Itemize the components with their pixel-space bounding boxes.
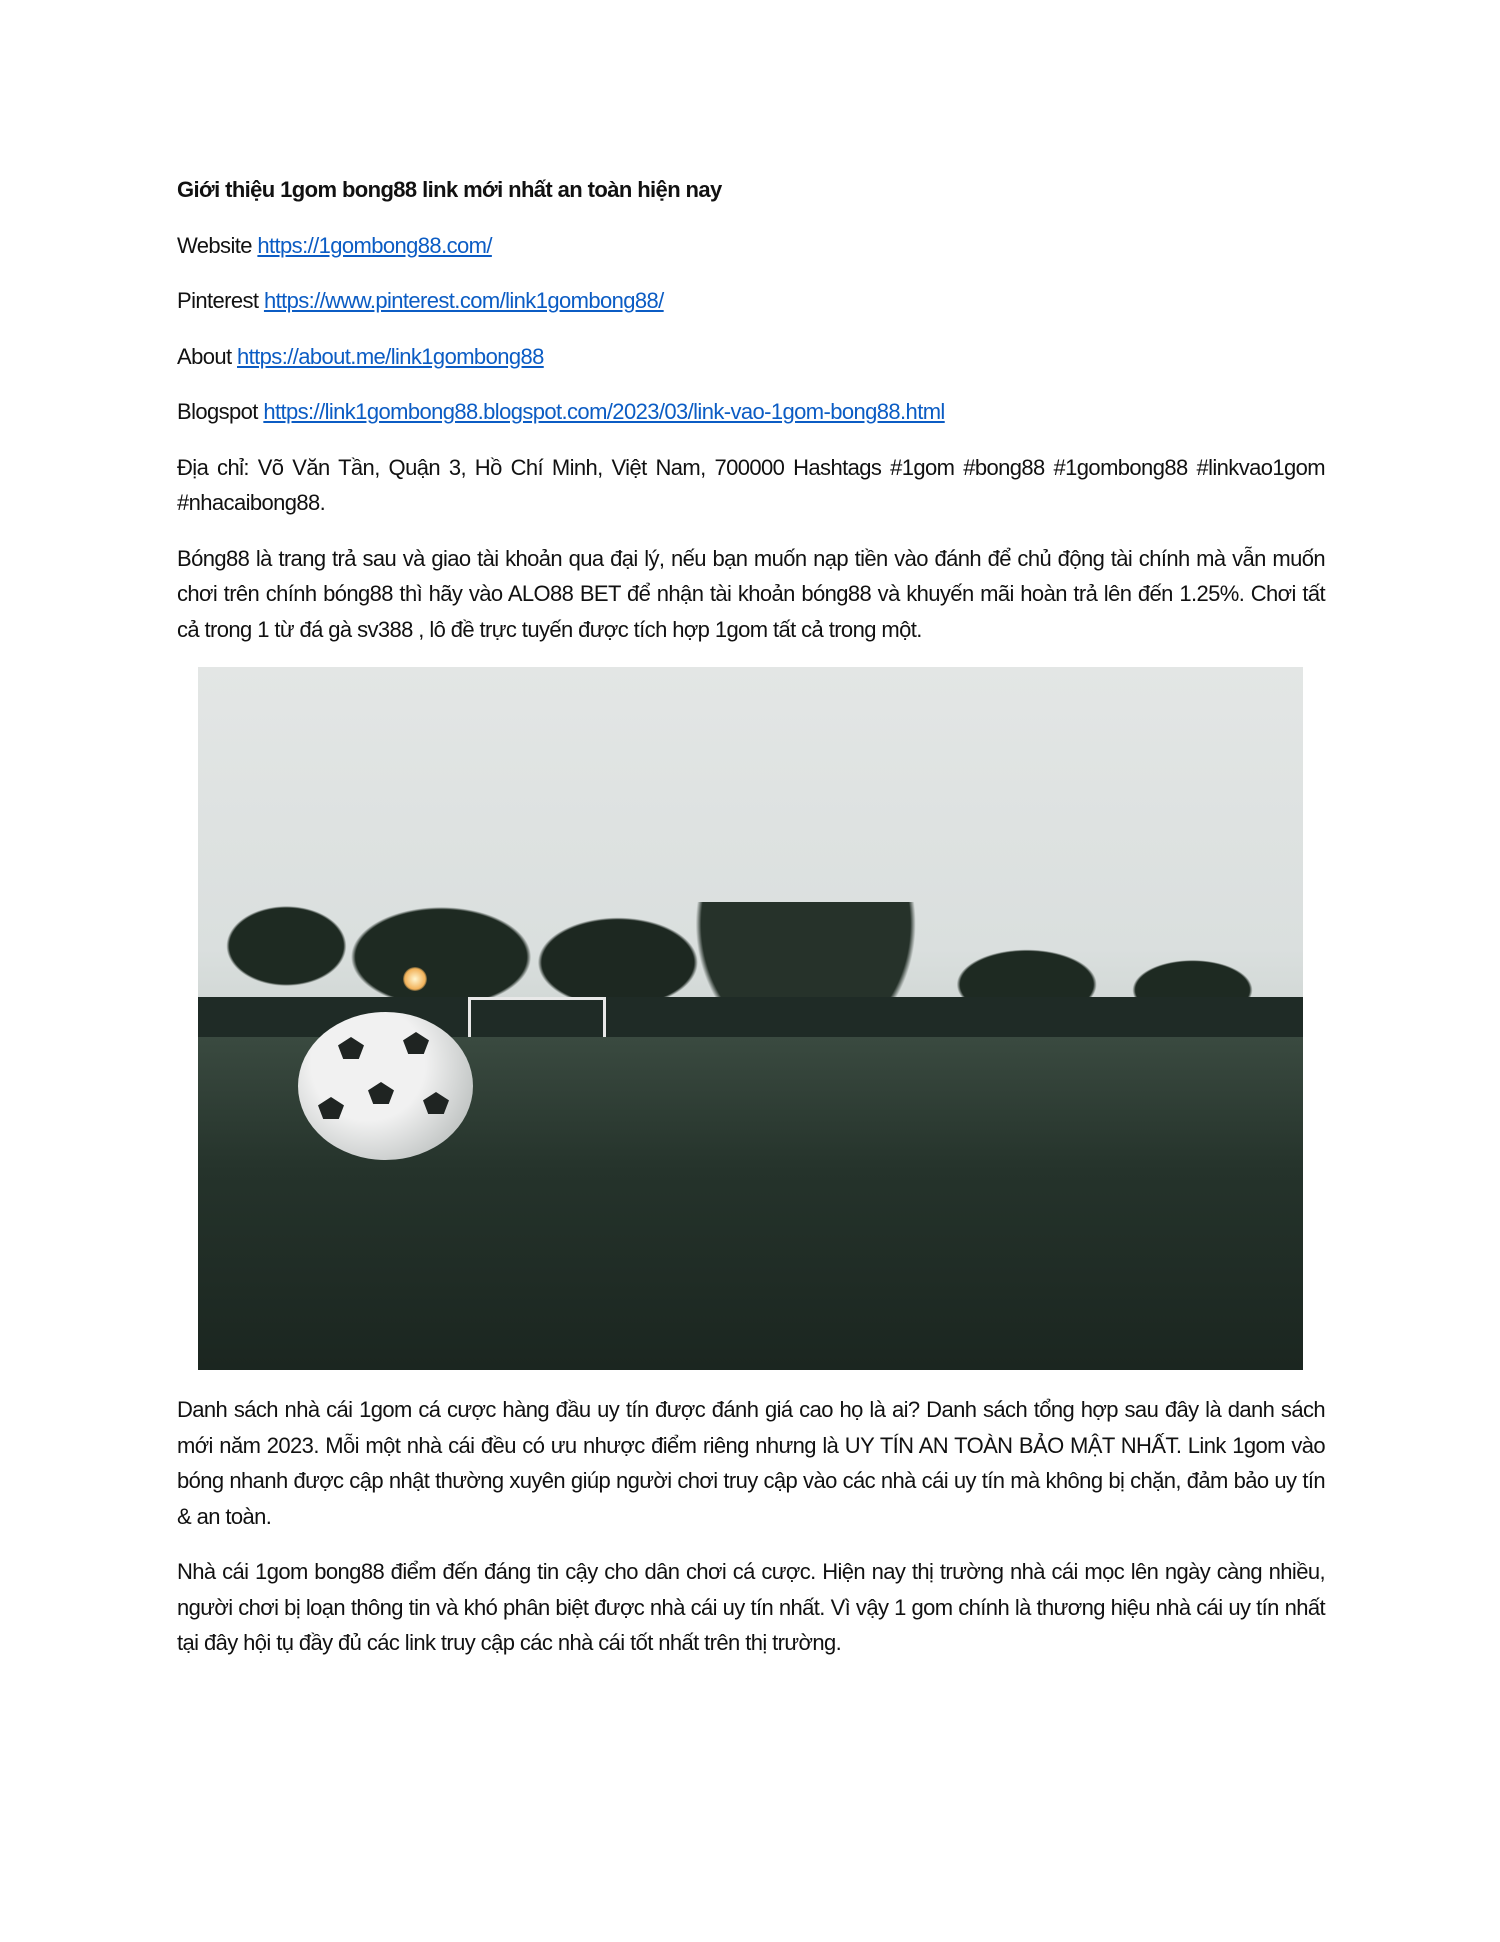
link-label: Website <box>177 232 252 258</box>
link-label: Pinterest <box>177 288 259 313</box>
sun <box>403 967 427 991</box>
paragraph-intro: Bóng88 là trang trả sau và giao tài khoản qua đại lý, nếu bạn muốn nạp tiền vào đánh để chủ động tài chính mà vẫn muốn chơi trên chính bóng88 thì hãy vào ALO88 BET để nhận tài khoản bóng88 và khuyến mãi hoàn trả lên đến 1.25%. Chơi tất cả trong 1 từ đá gà sv388 , lô đề trực tuyến được tích hợp 1gom tất cả trong một. <box>177 545 1325 642</box>
link-label: About <box>177 343 232 369</box>
paragraph-list: Danh sách nhà cái 1gom cá cược hàng đầu uy tín được đánh giá cao họ là ai? Danh sách tổng hợp sau đây là danh sách mới năm 2023. Mỗi một nhà cái đều có ưu nhược điểm riêng nhưng là UY TÍN AN TOÀN BẢO MẬT NHẤT. Link 1gom vào bóng nhanh được cập nhật thường xuyên giúp người chơi truy cập vào các nhà cái uy tín mà không bị chặn, đảm bảo uy tín & an toàn. <box>177 1397 1325 1529</box>
address-paragraph: Địa chỉ: Võ Văn Tần, Quận 3, Hồ Chí Minh, Việt Nam, 700000 Hashtags #1gom #bong88 #1gombong88 #linkvao1gom #nhacaibong88. <box>177 454 1325 515</box>
about-link[interactable]: https://about.me/link1gombong88 <box>237 343 544 369</box>
website-line <box>177 228 1325 264</box>
blogspot-line <box>177 394 1325 430</box>
soccer-field-photo <box>198 667 1303 1370</box>
website-link[interactable]: https://1gombong88.com/ <box>257 232 492 258</box>
document-title: Giới thiệu 1gom bong88 link mới nhất an toàn hiện nay <box>177 177 722 202</box>
pinterest-link[interactable]: https://www.pinterest.com/link1gombong88/ <box>263 288 664 313</box>
about-line <box>177 339 1325 375</box>
pinterest-line <box>177 283 1325 319</box>
blogspot-link[interactable]: https://link1gombong88.blogspot.com/2023/03/link-vao-1gom-bong88.html <box>263 399 945 424</box>
paragraph-brand: Nhà cái 1gom bong88 điểm đến đáng tin cậy cho dân chơi cá cược. Hiện nay thị trường nhà cái mọc lên ngày càng nhiều, người chơi bị loạn thông tin và khó phân biệt được nhà cái uy tín nhất. Vì vậy 1 gom chính là thương hiệu nhà cái uy tín nhất tại đây hội tụ đầy đủ các link truy cập các nhà cái tốt nhất trên thị trường. <box>177 1559 1325 1655</box>
document-body <box>177 172 1325 1681</box>
tree-line <box>198 902 1303 1012</box>
link-label: Blogspot <box>177 399 258 424</box>
goal-post <box>468 997 606 1040</box>
soccer-ball <box>298 1012 473 1160</box>
